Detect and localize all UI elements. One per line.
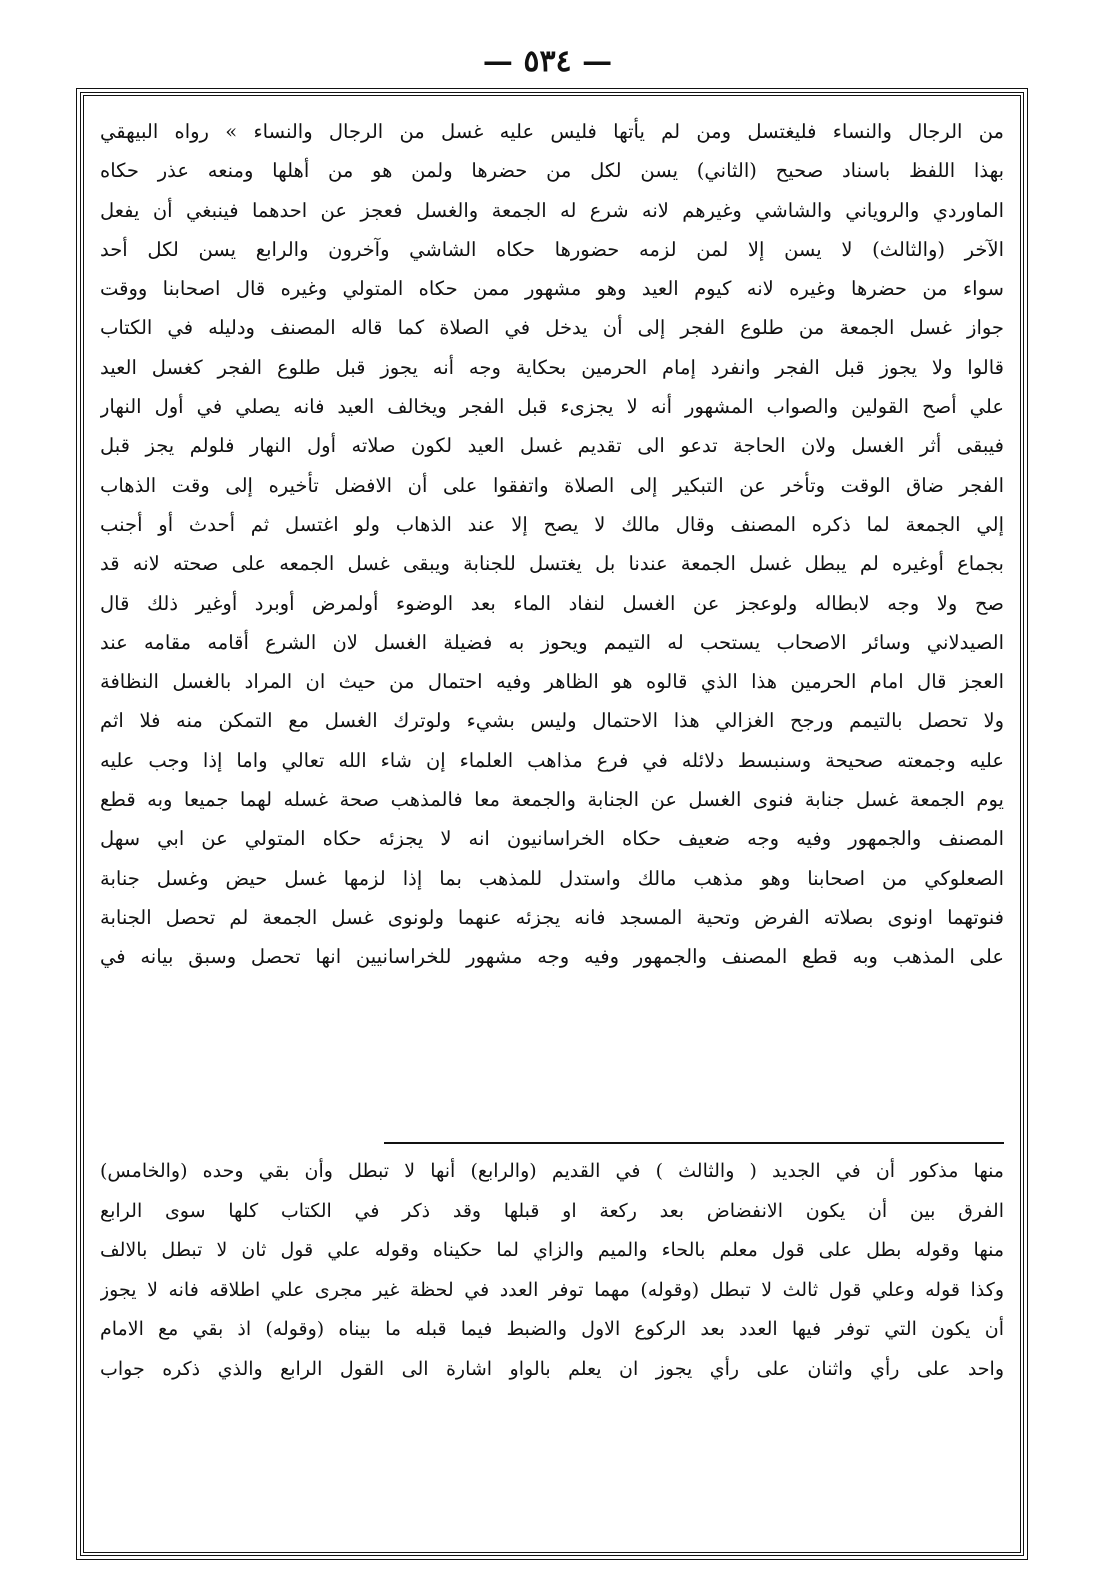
footnote-separator [384, 1142, 1004, 1144]
main-text-line: الصيدلاني وسائر الاصحاب يستحب له التيمم ويحوز به فضيلة الغسل لان الشرع أقامه مقامه عند [100, 630, 1004, 654]
main-text-line: العجز قال امام الحرمين هذا الذي قالوه هو الظاهر وفيه احتمال من حيث ان المراد بالغسل النظافة [100, 670, 1004, 694]
main-text-line: جواز غسل الجمعة من طلوع الفجر إلى أن يدخل في الصلاة كما قاله المصنف ودليله في الكتاب [100, 316, 1004, 340]
footnote-line: منها مذكور أن في الجديد ( والثالث ) في القديم (والرابع) أنها لا تبطل وأن بقي وحده (والخامس) [100, 1160, 1004, 1182]
main-text-line: يوم الجمعة غسل جنابة فنوى الغسل عن الجنابة والجمعة معا فالمذهب صحة غسله لهما جميعا وبه قطع [100, 788, 1004, 812]
page-body [84, 96, 1020, 1552]
page-number: — ٥٣٤ — [482, 44, 613, 79]
main-text-line: المصنف والجمهور وفيه وجه ضعيف حكاه الخراسانيون انه لا يجزئه حكاه المتولي عن ابي سهل [100, 827, 1004, 851]
footnote-line: أن يكون التي توفر فيها العدد بعد الركوع الاول والضبط فيما قبله ما بيناه (وقوله) اذ بقي مع الامام [100, 1318, 1004, 1340]
main-text-line: بهذا اللفظ باسناد صحيح (الثاني) يسن لكل من حضرها ولمن هو من أهلها ومنعه عذر حكاه [100, 159, 1004, 183]
main-text-line: سواء من حضرها وغيره لانه كيوم العيد وهو مشهور ممن حكاه المتولي وغيره قال اصحابنا ووقت [100, 277, 1004, 301]
main-text-line: على المذهب وبه قطع المصنف والجمهور وفيه وجه مشهور للخراسانيين انها تحصل وسبق بيانه في [100, 945, 1004, 969]
main-text-line: الآخر (والثالث) لا يسن إلا لمن لزمه حضورها حكاه الشاشي وآخرون والرابع يسن لكل أحد [100, 237, 1004, 261]
footnote-line: الفرق بين أن يكون الانفضاض بعد ركعة او قبلها وقد ذكر في الكتاب كلها سوى الرابع [100, 1199, 1004, 1222]
main-text [100, 112, 1004, 977]
footnote-line: وكذا قوله وعلي قول ثالث لا تبطل (وقوله) مهما توفر العدد في لحظة غير مجرى علي اطلاقه فانه لا يجوز [100, 1278, 1004, 1301]
main-text-line: قالوا ولا يجوز قبل الفجر وانفرد إمام الحرمين بحكاية وجه أنه يجوز قبل طلوع الفجر كغسل العيد [100, 355, 1004, 379]
main-text-line: من الرجال والنساء فليغتسل ومن لم يأتها فليس عليه غسل من الرجال والنساء » رواه البيهقي [100, 120, 1004, 143]
main-text-line: فنوتهما اونوى بصلاته الفرض وتحية المسجد فانه يجزئه عنهما ولونوى غسل الجمعة لم تحصل الجنابة [100, 905, 1004, 929]
main-text-line: الماوردي والروياني والشاشي وغيرهم لانه شرع له الجمعة والغسل فعجز عن احدهما فينبغي أن يفعل [100, 198, 1004, 222]
main-text-line: الصعلوكي من اصحابنا وهو مذهب مالك واستدل للمذهب بما إذا لزمها غسل حيض وغسل جنابة [100, 866, 1004, 890]
main-text-line: فيبقى أثر الغسل ولان الحاجة تدعو الى تقديم غسل العيد لكون صلاته أول النهار فلولم يجز قبل [100, 434, 1004, 458]
main-text-line: الفجر ضاق الوقت وتأخر عن التبكير إلى الصلاة واتفقوا على أن الافضل تأخيره إلى وقت الذهاب [100, 473, 1004, 497]
footnote-line: واحد على رأي واثنان على رأي يجوز ان يعلم بالواو اشارة الى القول الرابع والذي ذكره جواب [100, 1357, 1004, 1380]
main-text-line: عليه وجمعته صحيحة وسنبسط دلائله في فرع مذاهب العلماء إن شاء الله تعالي واما إذا وجب عليه [100, 748, 1004, 772]
page-frame [80, 92, 1024, 1556]
footnote-block [100, 1152, 1004, 1389]
footnote-text [100, 1152, 1004, 1389]
main-text-line: بجماع أوغيره لم يبطل غسل الجمعة عندنا بل يغتسل للجنابة ويبقى غسل الجمعه على صحته لانه قد [100, 552, 1004, 576]
main-text-line: صح ولا وجه لابطاله ولوعجز عن الغسل لنفاد الماء بعد الوضوء أولمرض أوبرد أوغير ذلك قال [100, 591, 1004, 615]
main-text-line: إلي الجمعة لما ذكره المصنف وقال مالك لا يصح إلا عند الذهاب ولو اغتسل ثم أحدث أو أجنب [100, 512, 1004, 536]
main-text-line: ولا تحصل بالتيمم ورجح الغزالي هذا الاحتمال وليس بشيء ولوترك الغسل مع التمكن منه فلا اثم [100, 709, 1004, 733]
footnote-line: منها وقوله بطل على قول معلم بالحاء والميم والزاي لما حكيناه وقوله علي قول ثان لا تبطل بالالف [100, 1239, 1004, 1261]
main-text-line: علي أصح القولين والصواب المشهور أنه لا يجزىء قبل الفجر ويخالف العيد فانه يصلي في أول النهار [100, 395, 1004, 419]
